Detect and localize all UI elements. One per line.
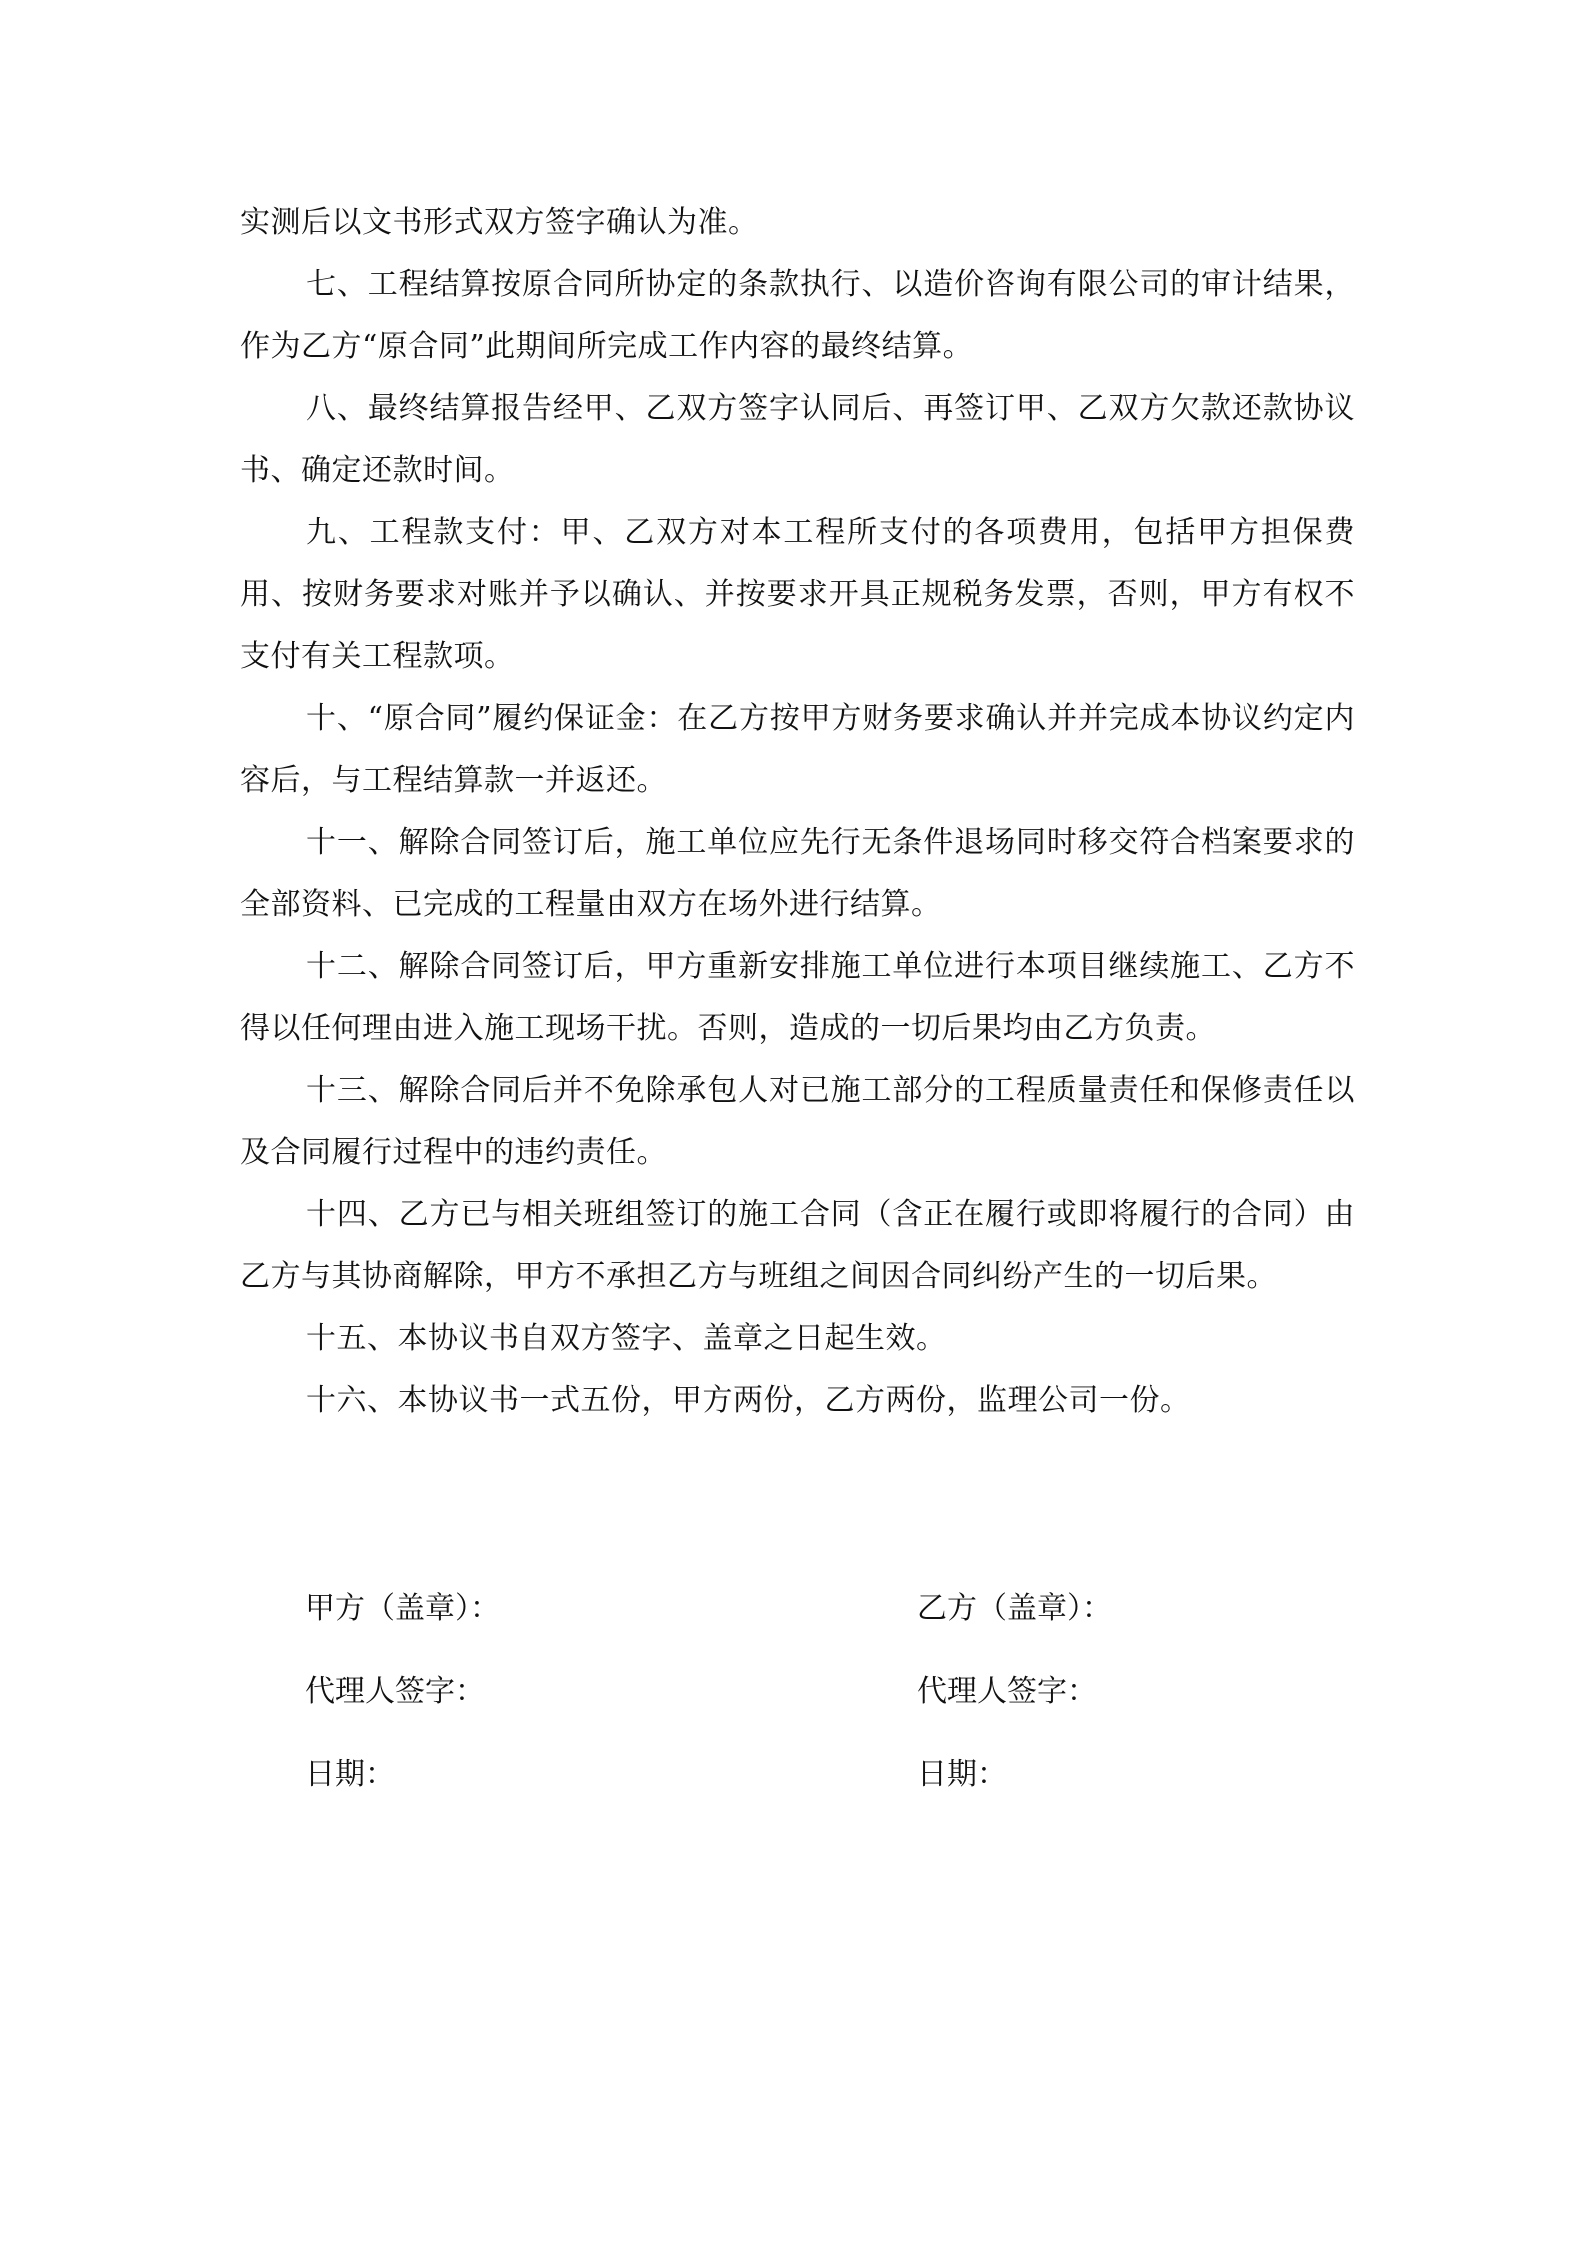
party-a-date-label: 日期： (305, 1757, 395, 1792)
party-b-seal-label: 乙方（盖章）： (917, 1591, 1112, 1626)
clause-10: 十、“原合同”履约保证金：在乙方按甲方财务要求确认并并完成本协议约定内容后，与工程结算款一并返还。 (240, 701, 1355, 798)
clause-11: 十一、解除合同签订后，施工单位应先行无条件退场同时移交符合档案要求的全部资料、已完成的工程量由双方在场外进行结算。 (240, 825, 1355, 922)
clause-9: 九、工程款支付：甲、乙双方对本工程所支付的各项费用，包括甲方担保费用、按财务要求对账并予以确认、并按要求开具正规税务发票，否则，甲方有权不支付有关工程款项。 (240, 515, 1355, 674)
clause-16: 十六、本协议书一式五份，甲方两份，乙方两份，监理公司一份。 (306, 1383, 1191, 1418)
clause-13: 十三、解除合同后并不免除承包人对已施工部分的工程质量责任和保修责任以及合同履行过程中的违约责任。 (240, 1073, 1355, 1170)
party-a-agent-label: 代理人签字： (305, 1674, 485, 1709)
agent-row (305, 1666, 1305, 1749)
clause-15: 十五、本协议书自双方签字、盖章之日起生效。 (306, 1321, 947, 1356)
clause-12: 十二、解除合同签订后，甲方重新安排施工单位进行本项目继续施工、乙方不得以任何理由进入施工现场干扰。否则，造成的一切后果均由乙方负责。 (240, 949, 1355, 1046)
date-row (305, 1749, 1305, 1832)
signature-block (305, 1583, 1305, 1832)
party-b-date-label: 日期： (917, 1757, 1007, 1792)
clause-14: 十四、乙方已与相关班组签订的施工合同（含正在履行或即将履行的合同）由乙方与其协商解除，甲方不承担乙方与班组之间因合同纠纷产生的一切后果。 (240, 1197, 1355, 1294)
seal-row (305, 1583, 1305, 1666)
party-a-seal-label: 甲方（盖章）： (305, 1591, 500, 1626)
clause-7: 七、工程结算按原合同所协定的条款执行、以造价咨询有限公司的审计结果，作为乙方“原合同”此期间所完成工作内容的最终结算。 (240, 267, 1355, 364)
agreement-body (240, 192, 1355, 1432)
paragraph-continuation: 实测后以文书形式双方签字确认为准。 (240, 205, 759, 240)
party-b-agent-label: 代理人签字： (917, 1674, 1097, 1709)
clause-8: 八、最终结算报告经甲、乙双方签字认同后、再签订甲、乙双方欠款还款协议书、确定还款时间。 (240, 391, 1355, 488)
